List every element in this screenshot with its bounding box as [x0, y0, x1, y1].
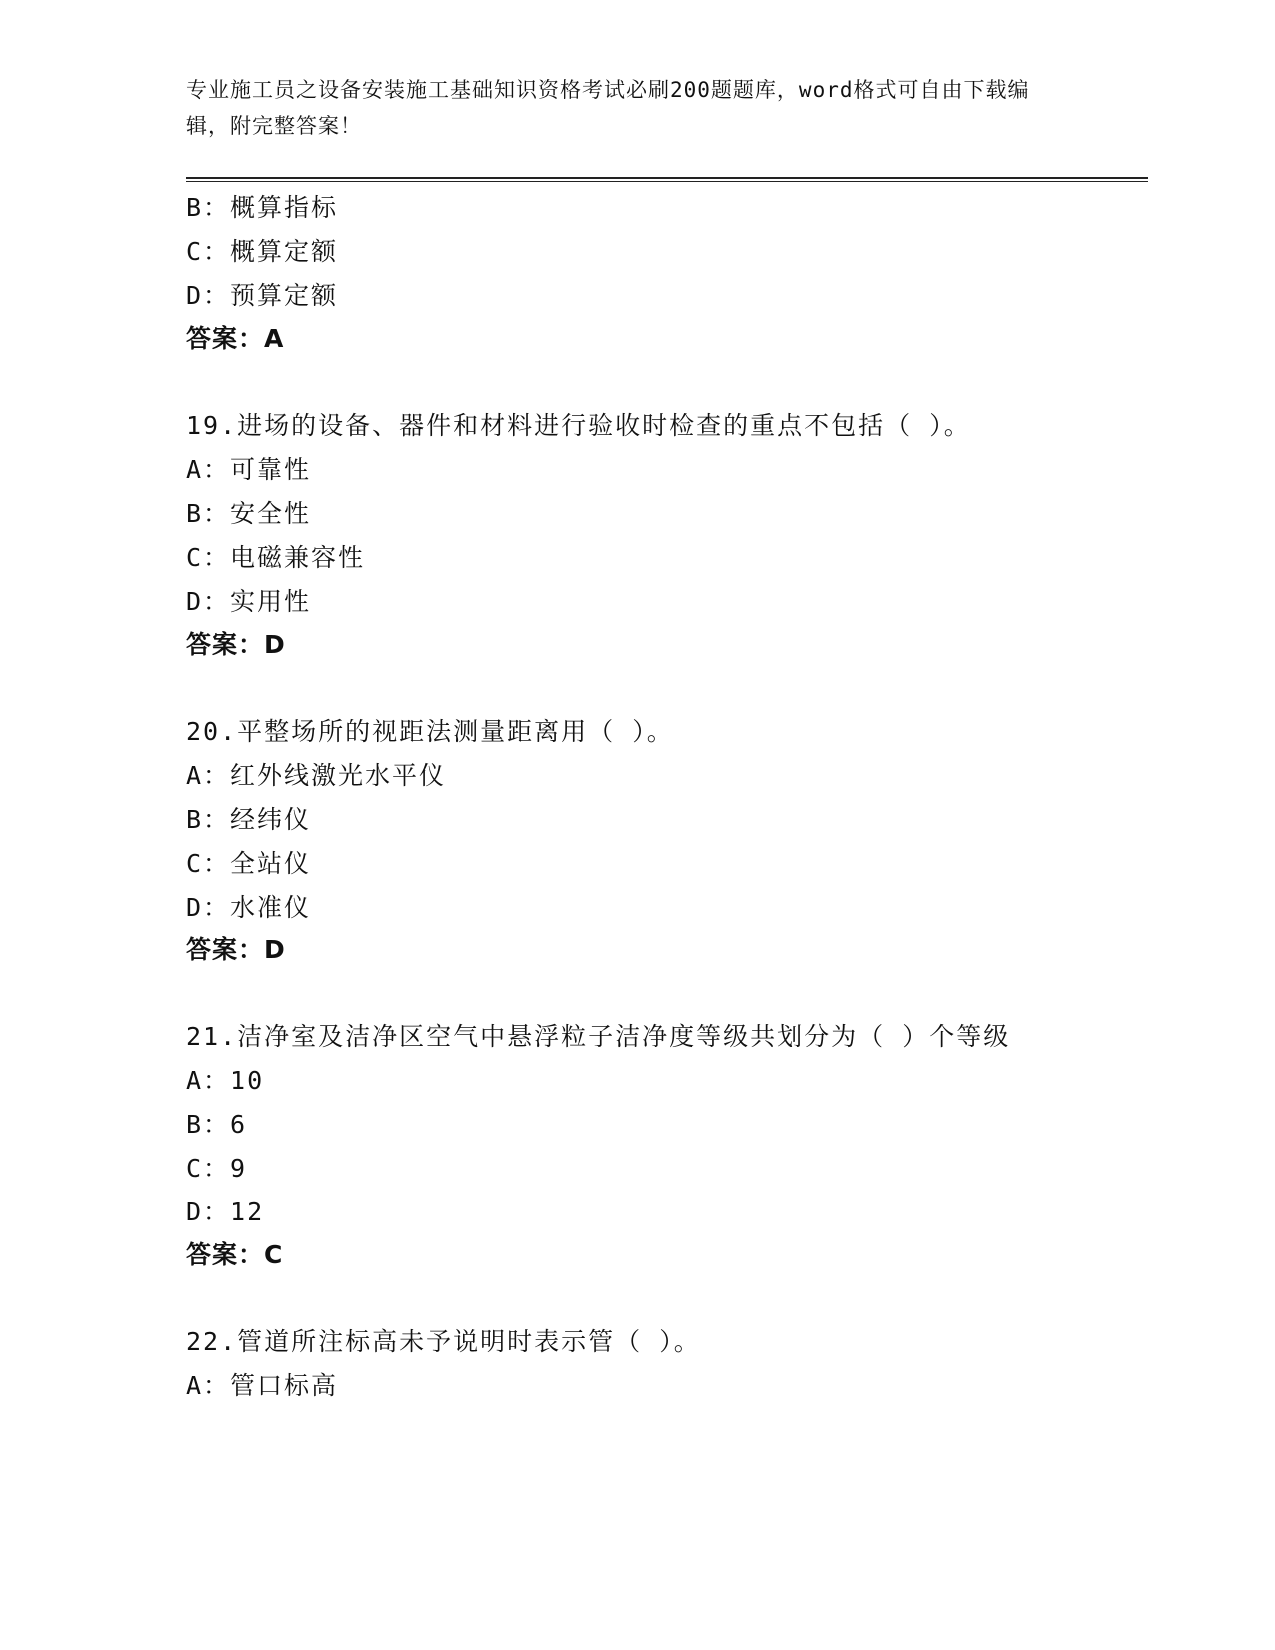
- q22-option-a: A：管口标高: [186, 1371, 339, 1400]
- q19-option-a: A：可靠性: [186, 455, 312, 484]
- q19-option-c: C：电磁兼容性: [186, 543, 366, 572]
- q19-stem: 19.进场的设备、器件和材料进行验收时检查的重点不包括（ ）。: [186, 411, 971, 440]
- q18-answer: 答案：A: [186, 324, 285, 353]
- q20-option-b: B：经纬仪: [186, 805, 312, 834]
- q18-option-b: B：概算指标: [186, 193, 339, 222]
- q19-option-b: B：安全性: [186, 499, 312, 528]
- q21-option-c: C：9: [186, 1154, 248, 1183]
- q21-answer: 答案：C: [186, 1240, 284, 1269]
- q21-option-a: A：10: [186, 1066, 265, 1095]
- q20-option-d: D：水准仪: [186, 893, 312, 922]
- document-header: 专业施工员之设备安装施工基础知识资格考试必刷200题题库，word格式可自由下载编辑，附完整答案！: [186, 78, 1030, 138]
- q20-answer: 答案：D: [186, 935, 286, 964]
- q20-option-a: A：红外线激光水平仪: [186, 761, 447, 790]
- q21-stem: 21.洁净室及洁净区空气中悬浮粒子洁净度等级共划分为（ ）个等级: [186, 1022, 1011, 1051]
- q18-option-d: D：预算定额: [186, 281, 339, 310]
- q19-option-d: D：实用性: [186, 587, 312, 616]
- q20-option-c: C：全站仪: [186, 849, 312, 878]
- header-divider: [186, 177, 1148, 182]
- q21-option-d: D：12: [186, 1197, 265, 1226]
- q21-option-b: B：6: [186, 1110, 248, 1139]
- q18-option-c: C：概算定额: [186, 237, 339, 266]
- q20-stem: 20.平整场所的视距法测量距离用（ ）。: [186, 717, 674, 746]
- q22-stem: 22.管道所注标高未予说明时表示管（ ）。: [186, 1327, 701, 1356]
- q19-answer: 答案：D: [186, 630, 286, 659]
